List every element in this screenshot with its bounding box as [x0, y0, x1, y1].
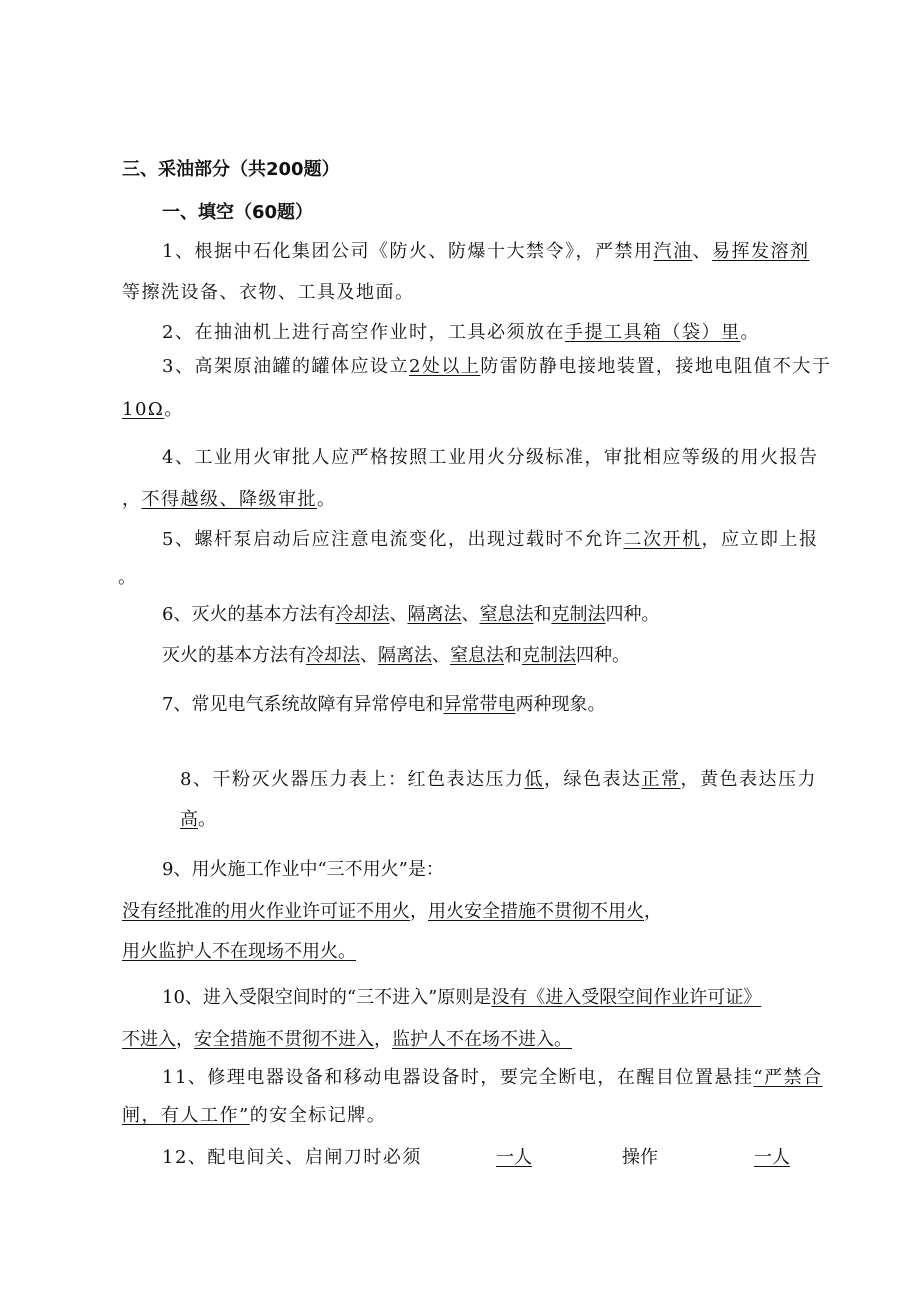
- question-8: 8、干粉灭火器压力表上：红色表达压力低，绿色表达正常，黄色表达压力: [180, 769, 817, 790]
- answer-blank: 一人: [496, 1147, 532, 1168]
- answer-blank: 安全措施不贯彻不进入: [194, 1029, 374, 1050]
- question-1: 1、根据中石化集团公司《防火、防爆十大禁令》，严禁用汽油、易挥发溶剂: [162, 241, 810, 262]
- answer-blank: 克制法: [551, 604, 606, 625]
- question-11: 11、修理电器设备和移动电器设备时，要完全断电，在醒目位置悬挂“严禁合: [162, 1067, 823, 1088]
- answer-blank: 正常: [641, 769, 681, 790]
- question-9-answer-line-2: 用火监护人不在现场不用火。: [122, 941, 356, 962]
- question-12: 12、配电间关、启闸刀时必须: [162, 1147, 422, 1168]
- answer-blank: 不得越级、降级审批: [141, 489, 317, 510]
- question-1-continued: 等擦洗设备、衣物、工具及地面。: [122, 282, 415, 303]
- question-5: 5、螺杆泵启动后应注意电流变化，出现过载时不允许二次开机，应立即上报: [162, 529, 819, 550]
- answer-blank: “严禁合: [753, 1067, 823, 1088]
- question-3-continued: 10Ω。: [122, 399, 184, 420]
- answer-blank: 2处以上: [408, 356, 481, 377]
- question-11-continued: 闸，有人工作”的安全标记牌。: [122, 1105, 387, 1126]
- question-3: 3、高架原油罐的罐体应设立2处以上防雷防静电接地装置，接地电阻值不大于: [162, 356, 832, 377]
- answer-blank: 监护人不在场不进入。: [392, 1029, 572, 1050]
- question-4: 4、工业用火审批人应严格按照工业用火分级标准，审批相应等级的用火报告: [162, 447, 819, 468]
- answer-blank: 冷却法: [335, 604, 390, 625]
- answer-blank: 没有经批准的用火作业许可证不用火: [122, 901, 410, 922]
- answer-blank: 窒息法: [479, 604, 534, 625]
- answer-blank: 手提工具箱（袋）里: [564, 322, 741, 343]
- subsection-title: 一、填空（60题）: [162, 202, 314, 223]
- answer-blank: 高: [180, 809, 198, 830]
- answer-blank: 一人: [754, 1147, 790, 1168]
- section-title: 三、采油部分（共200题）: [122, 159, 340, 180]
- answer-blank: 隔离法: [378, 645, 432, 666]
- question-9: 9、用火施工作业中“三不用火”是：: [162, 859, 444, 880]
- question-7: 7、常见电气系统故障有异常停电和异常带电两种现象。: [162, 694, 606, 715]
- question-8-continued: 高。: [180, 809, 216, 830]
- question-12-answers: 一人 操作 一人: [496, 1147, 790, 1168]
- question-10-continued: 不进入，安全措施不贯彻不进入，监护人不在场不进入。: [122, 1029, 572, 1050]
- answer-blank: 低: [524, 769, 544, 790]
- question-9-answer-line-1: 没有经批准的用火作业许可证不用火，用火安全措施不贯彻不用火，: [122, 901, 662, 922]
- answer-blank: 没有《进入受限空间作业许可证》: [491, 987, 762, 1008]
- answer-blank: 汽油: [653, 241, 693, 262]
- answer-blank: 不进入: [122, 1029, 176, 1050]
- answer-blank: 用火安全措施不贯彻不用火: [428, 901, 644, 922]
- question-6: 6、灭火的基本方法有冷却法、隔离法、窒息法和克制法四种。: [162, 604, 660, 625]
- answer-blank: 冷却法: [306, 645, 360, 666]
- answer-blank: 异常带电: [443, 694, 516, 715]
- answer-blank: 10Ω: [122, 399, 165, 420]
- question-2: 2、在抽油机上进行高空作业时，工具必须放在手提工具箱（袋）里。: [162, 322, 760, 343]
- answer-blank: 窒息法: [450, 645, 504, 666]
- answer-blank: 隔离法: [407, 604, 462, 625]
- answer-blank: 闸，有人工作”: [122, 1105, 250, 1126]
- question-4-continued: ，不得越级、降级审批。: [122, 489, 337, 510]
- question-5-continued: 。: [118, 567, 138, 588]
- answer-blank: 二次开机: [623, 529, 702, 550]
- answer-blank: 易挥发溶剂: [711, 241, 810, 262]
- answer-blank: 克制法: [522, 645, 576, 666]
- question-10: 10、进入受限空间时的“三不进入”原则是没有《进入受限空间作业许可证》: [162, 987, 762, 1008]
- question-6-repeat: 灭火的基本方法有冷却法、隔离法、窒息法和克制法四种。: [162, 645, 630, 666]
